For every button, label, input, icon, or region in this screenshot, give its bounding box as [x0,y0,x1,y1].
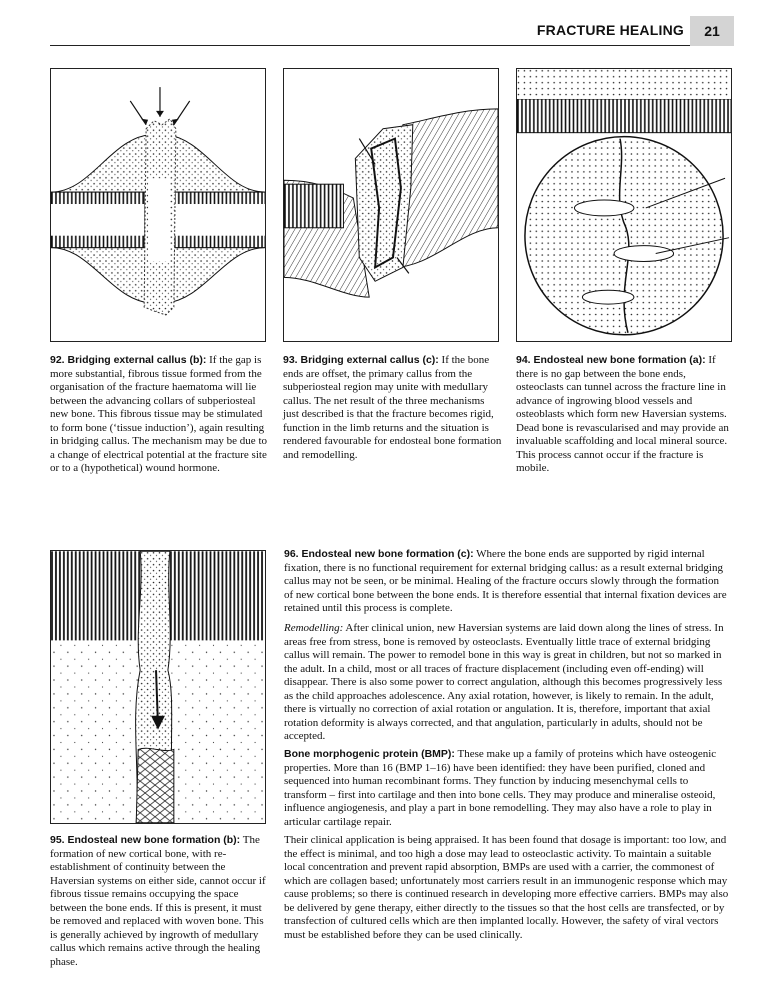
paragraph-text: These make up a family of proteins which have osteogenic properties. More than 16 (BMP 1–16) have been identified: they have been purified, cloned and sequenced into human recombinant forms. They function by inducing mesenchymal cells to transform – first into cartilage and then into bone cells. They may produce and mineralise osteoid, influence angiogenesis, and play a part in bone remodelling. They may also have a role to play in articular cartilage repair. [284,748,717,828]
figure-95-illustration [50,550,266,824]
paragraph-text: Their clinical application is being appraised. It has been found that dosage is important: too low, and the effect is minimal, and too high a dose may lead to osteoclastic activity. To maintain a suitable local concentration and prevent rapid absorption, BMPs are used with a carrier, the commonest of which are collagen based; unfortunately most carriers result in an immunogenic response which may cause problems; so there is continued research in developing more effective carriers. BMPs may also be delivered by gene therapy, either directly to the tissues so that the host cells are transfected, or by transfection of cultured cells which are then implanted locally. However, the safety of viral vectors must be established before they can be used clinically. [284,834,729,941]
paragraph-text: After clinical union, new Haversian systems are laid down along the lines of stress. In areas free from stress, bone is removed by osteoclasts. Eventually little trace of external bridging callus will remain. The power to remodel bone in this way is great in children, but not so marked in the adult. In a child, most or all traces of fracture displacement (including even off-ending) will disappear. There is also some power to correct angulation, although this becomes progressively less as the child approaches adolescence. Any axial rotation, however, is likely to remain. In the adult, there is virtually no correction of axial rotation or angulation. It is, therefore, important that axial rotation deformity is always corrected, and that angulation, particularly in adults, should not be accepted. [284,622,724,742]
figure-94-caption [516,354,734,476]
figure-94-illustration [516,68,732,342]
caption-lead: 92. Bridging external callus (b): [50,354,207,366]
figure-93-illustration [283,68,499,342]
paragraph-text: Where the bone ends are supported by rigid internal fixation, there is no functional requirement for external bridging callus: as a result external bridging callus may not be seen, or be minimal. Healing of the fracture occurs slowly through the formation of new cortical bone between the bone ends. It is therefore essential that internal fixation devices are retained until this process is complete. [284,548,727,614]
paragraph-remodelling [284,622,730,744]
figure-95-caption [50,834,270,969]
caption-lead: 93. Bridging external callus (c): [283,354,439,366]
paragraph-lead: Remodelling: [284,622,344,634]
chapter-title: FRACTURE HEALING [536,22,684,38]
paragraph-bmp [284,748,730,829]
caption-text: If the bone ends are offset, the primary callus from the subperiosteal region may unite with medullary callus. The net result of the three mechanisms just described is that the fracture becomes rigid, function in the limb returns and the situation is rendered favourable for endosteal bone formation and remodelling. [283,354,502,461]
caption-lead: 95. Endosteal new bone formation (b): [50,834,241,846]
caption-text: If the gap is more substantial, fibrous tissue formed from the organisation of the fracture haematoma will lie between the advancing collars of subperiosteal new bone. This fibrous tissue may be stimulated to form bone (‘tissue induction’), again resulting in bridging callus. The mechanism may be due to a change of electrical potential at the fracture site or to a (hypothetical) wound hormone. [50,354,267,474]
caption-text: If there is no gap between the bone ends, osteoclasts can tunnel across the fracture line in advance of ingrowing blood vessels and osteoblasts which form new Haversian systems. Dead bone is revascularised and may provide an invaluable scaffolding and local mineral source. This process cannot occur if the fracture is mobile. [516,354,729,474]
caption-lead: 94. Endosteal new bone formation (a): [516,354,706,366]
paragraph-lead: Bone morphogenic protein (BMP): [284,748,455,760]
caption-text: The formation of new cortical bone, with re-establishment of continuity between the Haversian systems on either side, cannot occur if fibrous tissue remains occupying the space between the bone ends. If this is present, it must be removed and replaced with woven bone. This is generally achieved by ingrowth of medullary callus which remains active through the healing phase. [50,834,266,968]
running-header [50,16,734,46]
paragraph-96 [284,548,730,616]
figure-92-illustration [50,68,266,342]
page-number: 21 [690,16,734,46]
figure-92-caption [50,354,270,476]
paragraph-lead: 96. Endosteal new bone formation (c): [284,548,474,560]
paragraph-clinical [284,834,730,942]
figure-93-caption [283,354,503,462]
